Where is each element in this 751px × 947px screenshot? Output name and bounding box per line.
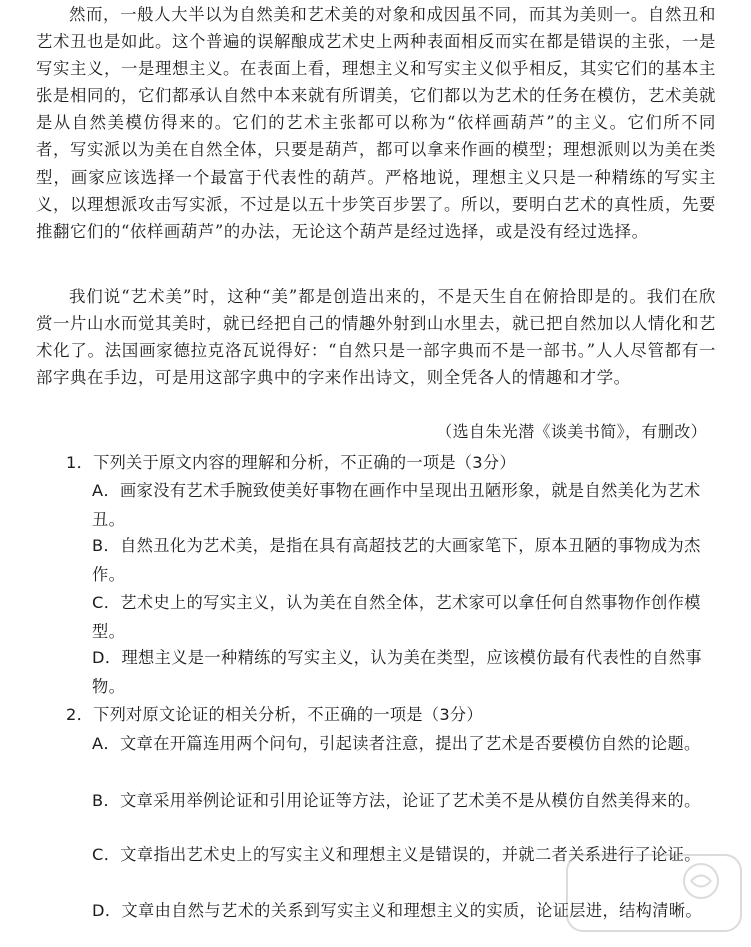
question-1-option-b: B．自然丑化为艺术美，是指在具有高超技艺的大画家笔下，原本丑陋的事物成为杰作。 (92, 536, 701, 584)
question-1-stem: 1．下列关于原文内容的理解和分析，不正确的一项是（3分） (66, 453, 516, 472)
question-2-option-b: B．文章采用举例论证和引用论证等方法，论证了艺术美不是从模仿自然美得来的。 (92, 791, 701, 810)
question-1-option-a: A．画家没有艺术手腕致使美好事物在画作中呈现出丑陋形象，就是自然美化为艺术丑。 (92, 481, 701, 529)
question-2-option-a: A．文章在开篇连用两个问句，引起读者注意，提出了艺术是否要模仿自然的论题。 (92, 734, 701, 753)
question-2-option-c: C．文章指出艺术史上的写实主义和理想主义是错误的，并就二者关系进行了论证。 (92, 845, 701, 864)
passage-source-citation: （选自朱光潜《谈美书简》，有删改） (436, 422, 707, 441)
question-2-stem: 2．下列对原文论证的相关分析，不正确的一项是（3分） (66, 705, 483, 724)
question-1-option-d: D．理想主义是一种精练的写实主义，认为美在类型，应该模仿最有代表性的自然事物。 (92, 648, 703, 696)
passage-paragraph-2: 我们说“艺术美”时，这种“美”都是创造出来的，不是天生自在俯拾即是的。我们在欣赏一片山水而觉其美时，就已经把自己的情趣外射到山水里去，就已把自然加以人情化和艺术化了。法国画家德拉克洛瓦说得好：“自然只是一部字典而不是一部书。”人人尽管都有一部字典在手边，可是用这部字典中的字来作出诗文，则全凭各人的情趣和才学。 (36, 287, 716, 388)
question-1-option-c: C．艺术史上的写实主义，认为美在自然全体，艺术家可以拿任何自然事物作创作模型。 (92, 593, 701, 641)
passage-paragraph-1: 然而，一般人大半以为自然美和艺术美的对象和成因虽不同，而其为美则一。自然丑和艺术丑也是如此。这个普遍的误解酿成艺术史上两种表面相反而实在都是错误的主张，一是写实主义，一是理想主义。在表面上看，理想主义和写实主义似乎相反，其实它们的基本主张是相同的，它们都承认自然中本来就有所谓美，它们都以为艺术的任务在模仿，艺术美就是从自然美模仿得来的。它们的艺术主张都可以称为“依样画葫芦”的主义。它们所不同者，写实派以为美在自然全体，只要是葫芦，都可以拿来作画的模型；理想派则以为美在类型，画家应该选择一个最富于代表性的葫芦。严格地说，理想主义只是一种精练的写实主义，以理想派攻击写实派，不过是以五十步笑百步罢了。所以，要明白艺术的真性质，先要推翻它们的“依样画葫芦”的办法，无论这个葫芦是经过选择，或是没有经过选择。 (36, 5, 716, 241)
question-2-option-d: D．文章由自然与艺术的关系到写实主义和理想主义的实质，论证层进，结构清晰。 (92, 901, 703, 920)
